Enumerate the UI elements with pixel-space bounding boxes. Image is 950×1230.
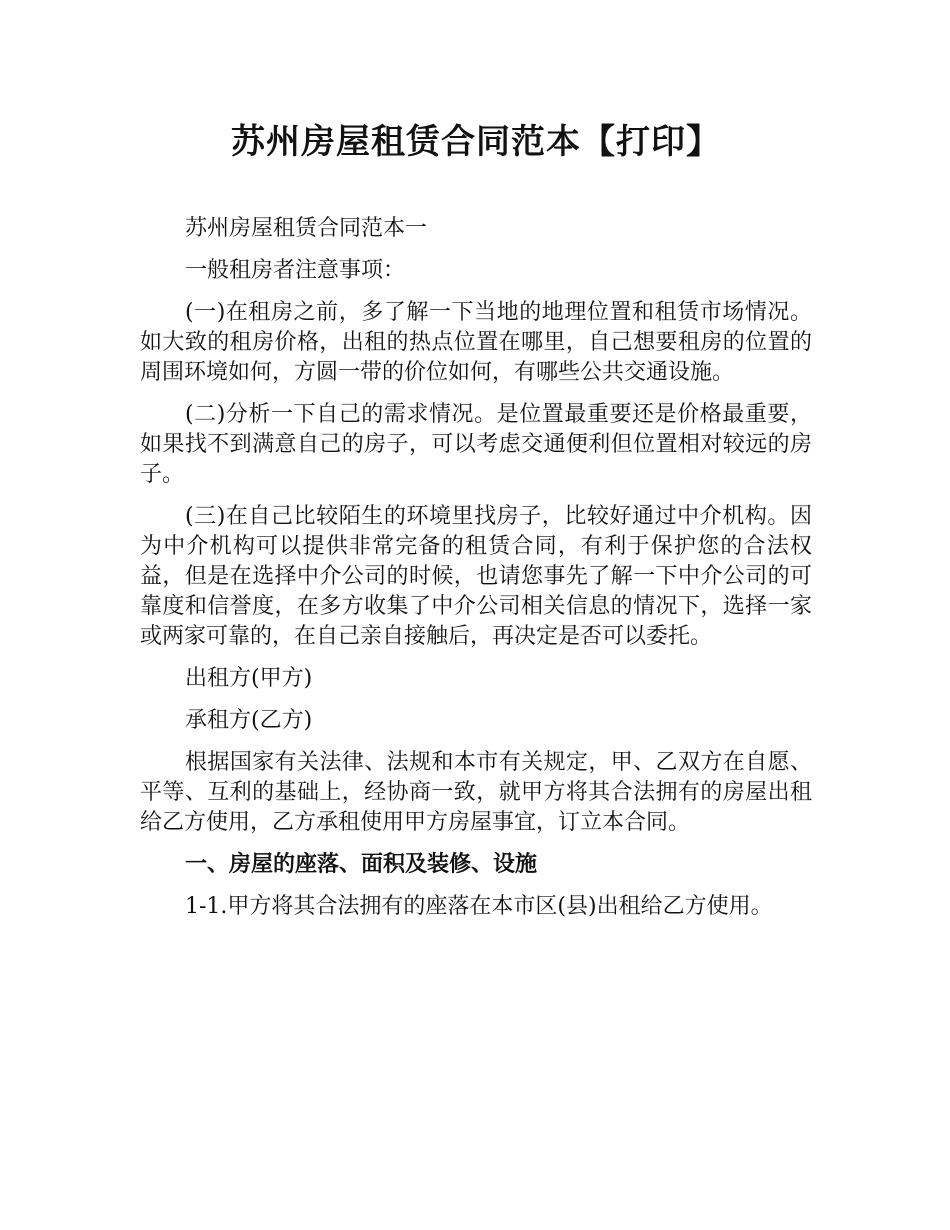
document-page — [140, 112, 812, 934]
paragraph-lessee: 承租方(乙方) — [185, 708, 313, 733]
paragraph-notice-3: (三)在自己比较陌生的环境里找房子，比较好通过中介机构。因为中介机构可以提供非常完备的租赁合同，有利于保护您的合法权益，但是在选择中介公司的时候，也请您事先了解一下中介公司的可靠度和信誉度，在多方收集了中介公司相关信息的情况下，选择一家或两家可靠的，在自己亲自接触后，再决定是否可以委托。 — [140, 504, 812, 649]
paragraph-notice-2: (二)分析一下自己的需求情况。是位置最重要还是价格最重要，如果找不到满意自己的房子，可以考虑交通便利但位置相对较远的房子。 — [140, 402, 812, 487]
paragraph-preamble: 根据国家有关法律、法规和本市有关规定，甲、乙双方在自愿、平等、互利的基础上，经协商一致，就甲方将其合法拥有的房屋出租给乙方使用，乙方承租使用甲方房屋事宜，订立本合同。 — [140, 750, 812, 835]
section-heading-1: 一、房屋的座落、面积及装修、设施 — [185, 852, 538, 877]
paragraph-notice-1: (一)在租房之前，多了解一下当地的地理位置和租赁市场情况。如大致的租房价格，出租的热点位置在哪里，自己想要租房的位置的周围环境如何，方圆一带的价位如何，有哪些公共交通设施。 — [140, 300, 812, 385]
clause-1-1: 1-1.甲方将其合法拥有的座落在本市区(县)出租给乙方使用。 — [185, 894, 773, 919]
paragraph-lessor: 出租方(甲方) — [185, 666, 313, 691]
paragraph-contract-sample-one: 苏州房屋租赁合同范本一 — [185, 216, 428, 241]
paragraph-notice-heading: 一般租房者注意事项： — [185, 258, 406, 283]
document-title: 苏州房屋租赁合同范本【打印】 — [231, 122, 721, 162]
